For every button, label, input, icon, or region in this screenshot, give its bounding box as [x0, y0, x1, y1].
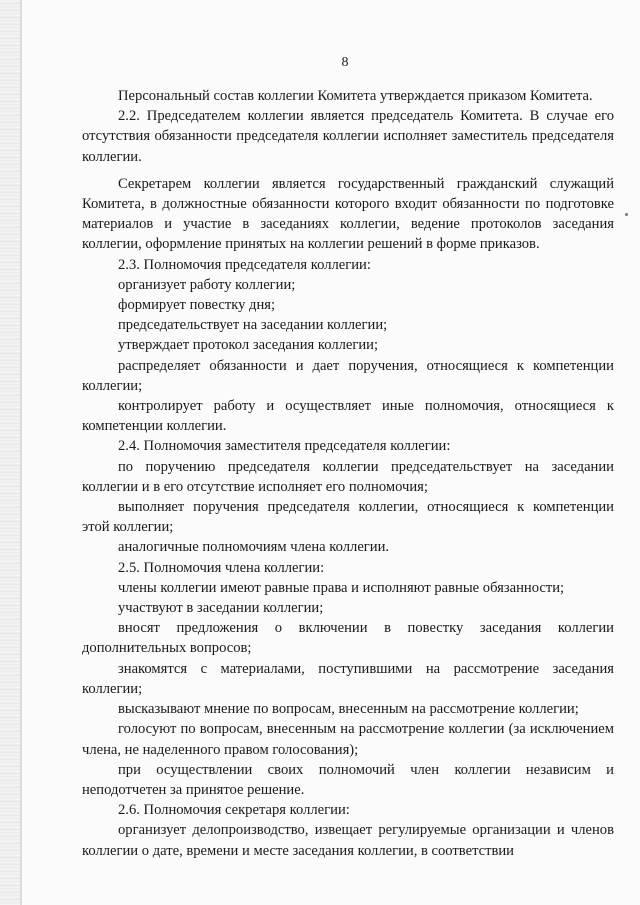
list-item: утверждает протокол заседания коллегии; [118, 337, 379, 354]
section-heading: 2.5. Полномочия члена коллегии: [118, 559, 325, 576]
section-heading: 2.4. Полномочия заместителя председателя коллегии: [118, 438, 451, 455]
paragraph: Персональный состав коллегии Комитета утверждается приказом Комитета. [118, 88, 593, 104]
list-item: распределяет обязанности и дает поручения, относящиеся к компетенции коллегии; [82, 357, 614, 394]
section-heading: 2.6. Полномочия секретаря коллегии: [118, 802, 350, 819]
list-item: вносят предложения о включении в повестку заседания коллегии дополнительных вопросов; [82, 620, 614, 657]
list-item: голосуют по вопросам, внесенным на рассмотрение коллегии (за исключением члена, не наделенного правом голосования); [82, 721, 614, 758]
list-item: аналогичные полномочиям члена коллегии. [118, 539, 390, 556]
stray-mark [625, 213, 628, 216]
list-item: организует делопроизводство, извещает регулируемые организации и членов коллегии о дате, времени и месте заседания коллегии, в соответствии [82, 822, 614, 859]
list-item: формирует повестку дня; [118, 297, 276, 314]
list-item: по поручению председателя коллегии председательствует на заседании коллегии и в его отсутствие исполняет его полномочия; [82, 458, 614, 495]
list-item: организует работу коллегии; [118, 276, 296, 293]
page-number: 8 [341, 55, 349, 70]
scan-edge [0, 0, 22, 905]
document-body [82, 86, 614, 861]
paragraph: Секретарем коллегии является государственный гражданский служащий Комитета, в должностные обязанности которого входит обязанности по подготовке материалов и участие в заседаниях коллегии, ведение протоколов заседания коллегии, оформление принятых на коллегии решений в форме приказов. [82, 175, 614, 253]
list-item: председательствует на заседании коллегии; [118, 317, 388, 334]
list-item: знакомятся с материалами, поступившими на рассмотрение заседания коллегии; [82, 660, 614, 697]
list-item: члены коллегии имеют равные права и исполняют равные обязанности; [118, 579, 565, 596]
list-item: участвуют в заседании коллегии; [118, 600, 324, 617]
section-heading: 2.3. Полномочия председателя коллегии: [118, 256, 371, 273]
list-item: контролирует работу и осуществляет иные полномочия, относящиеся к компетенции коллегии. [82, 398, 614, 435]
list-item: высказывают мнение по вопросам, внесенным на рассмотрение коллегии; [118, 701, 579, 718]
paragraph: 2.2. Председателем коллегии является председатель Комитета. В случае его отсутствия обязанности председателя коллегии исполняет заместитель председателя коллегии. [82, 108, 614, 165]
list-item: выполняет поручения председателя коллегии, относящиеся к компетенции этой коллегии; [82, 499, 614, 536]
list-item: при осуществлении своих полномочий член коллегии независим и неподотчетен за принятое решение. [82, 761, 614, 798]
